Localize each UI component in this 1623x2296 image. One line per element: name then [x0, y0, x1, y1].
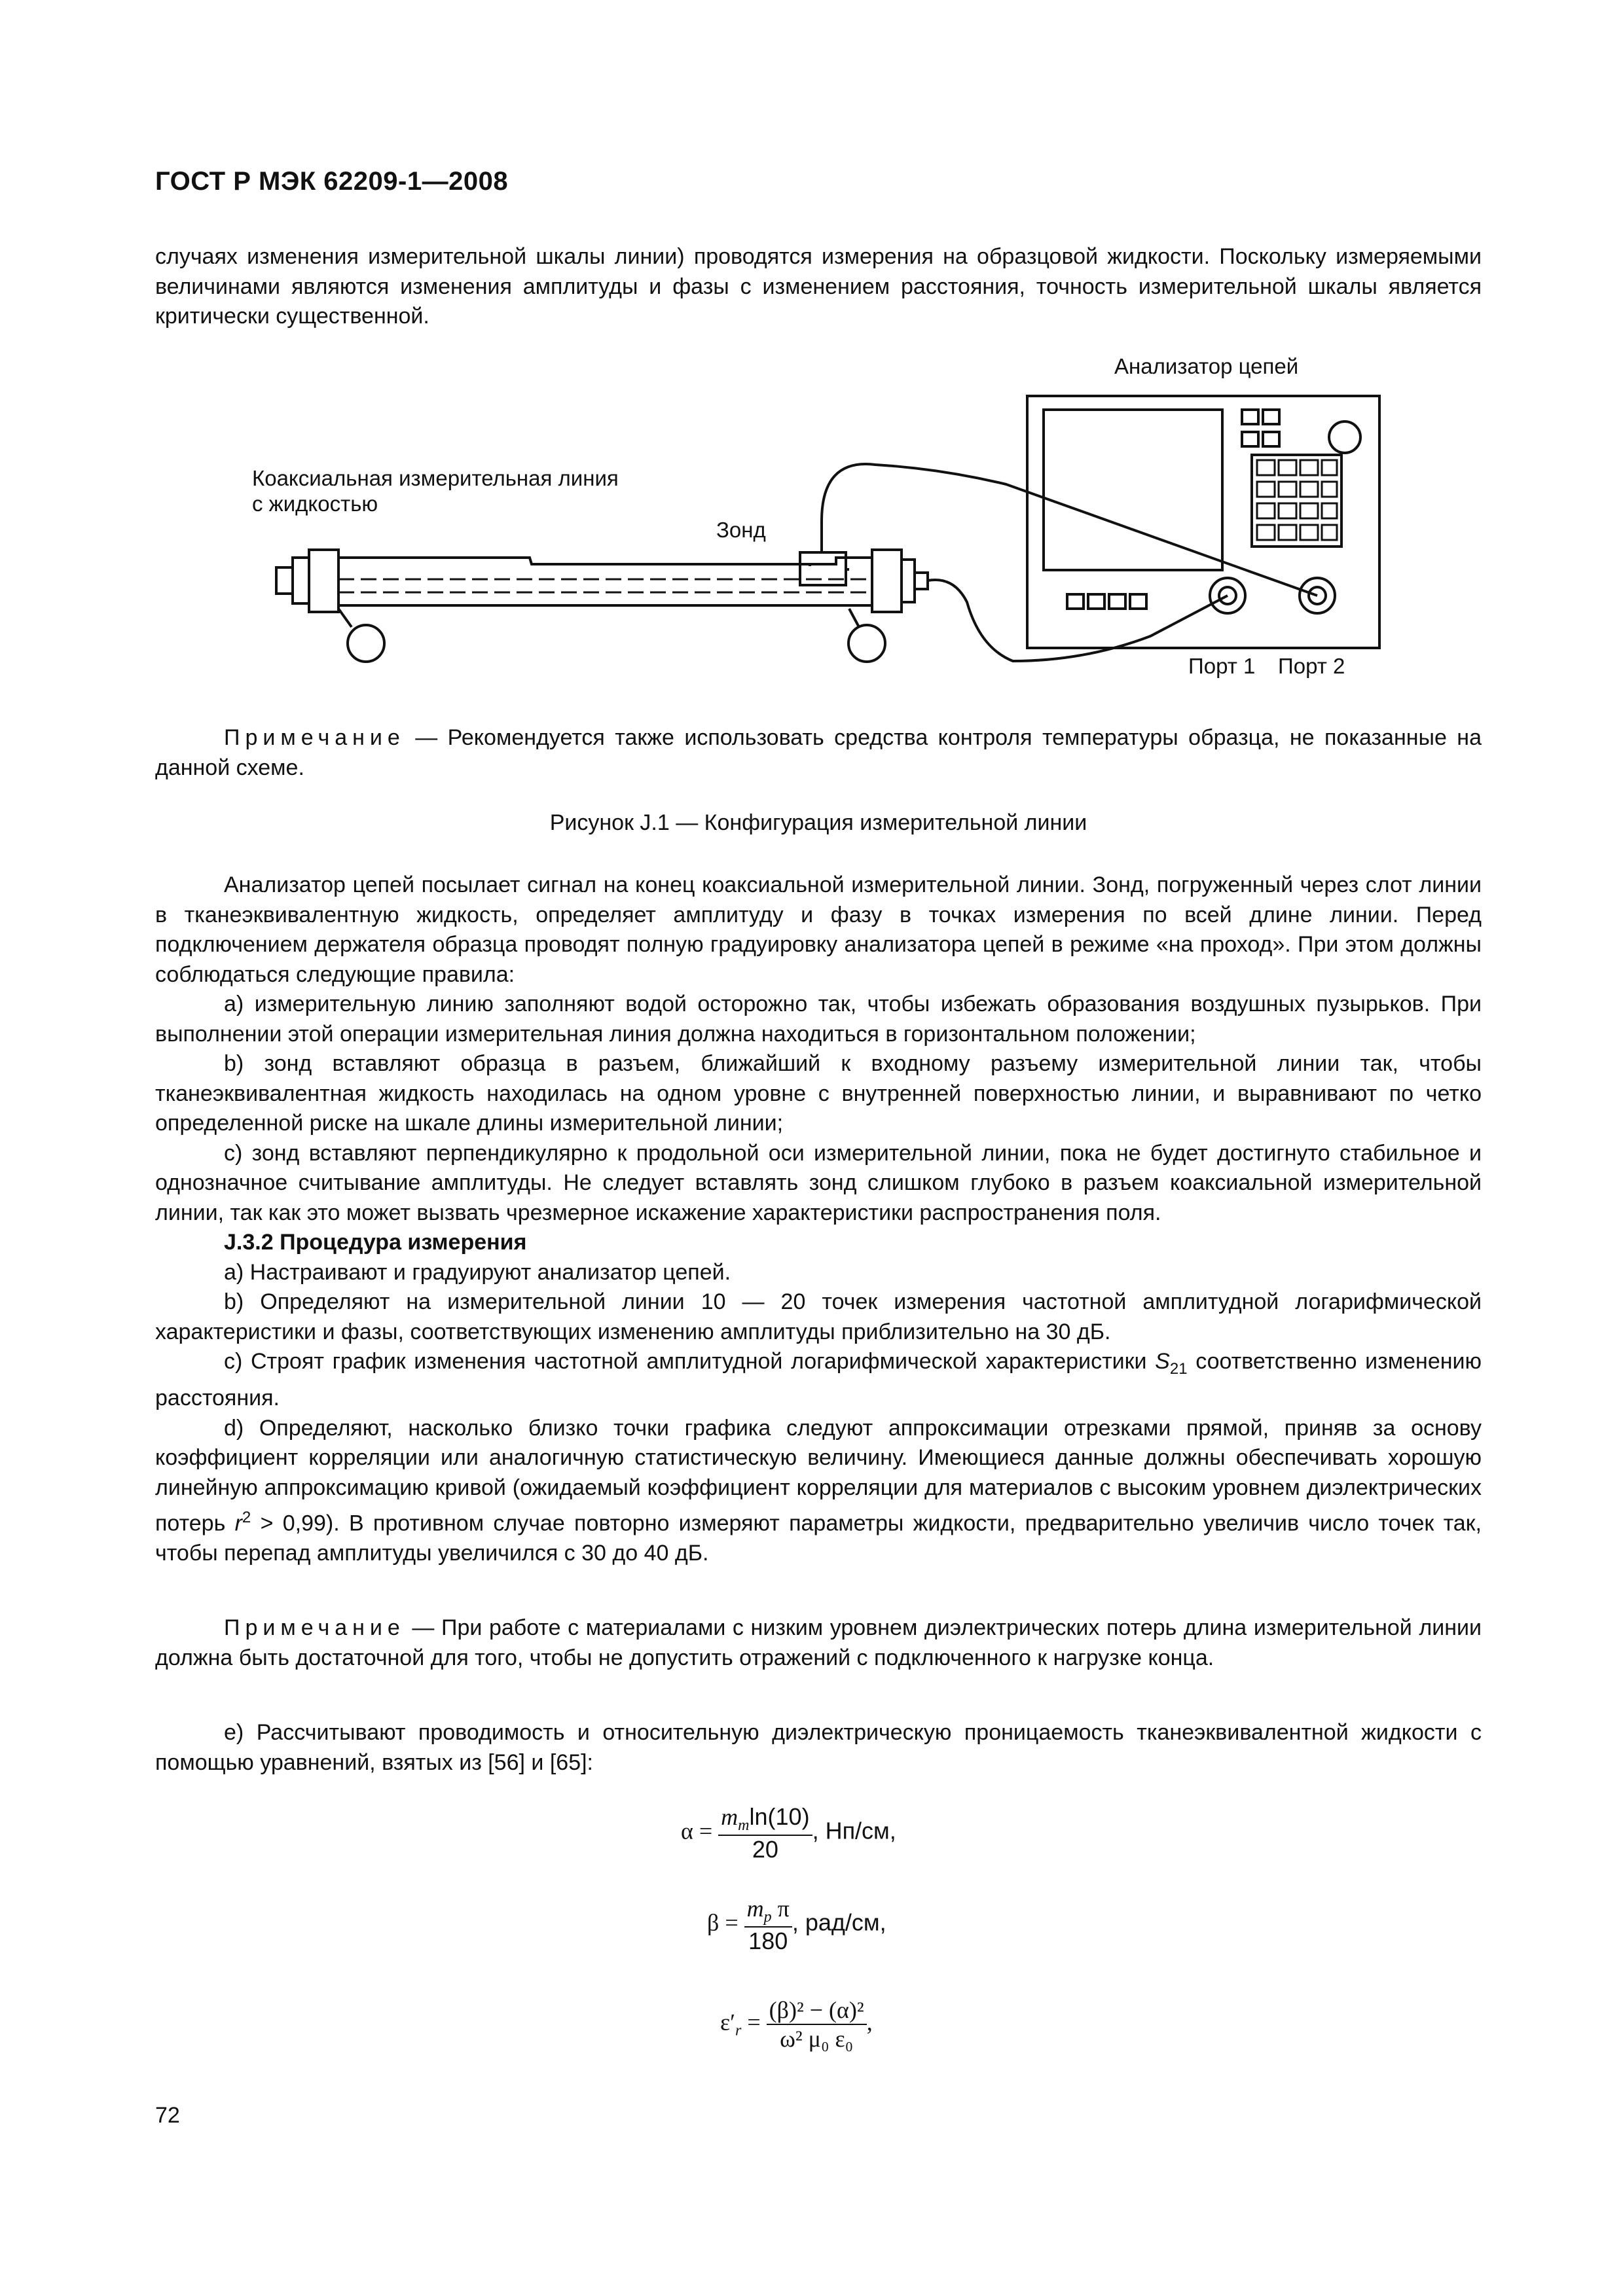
figure-measuring-line-configuration — [155, 353, 1482, 694]
formula-epsilon: $\varepsilon'_r$ = $\frac{\text{(β)² − (α)²}}{\text{ω² μ₀ ε₀}}$ , — [720, 1997, 873, 2052]
port-2-label: Порт 2 — [1278, 654, 1345, 678]
intro-text: случаях изменения измерительной шкалы линии) проводятся измерения на образцовой жидкости. Поскольку измеряемыми величинами являются изменения амплитуды и фазы с изменением расстояния, точность измерительной шкалы является критически существенной. — [155, 244, 1482, 329]
note-prefix: Примечание — [224, 725, 405, 750]
step-d: d) Определяют, насколько близко точки графика следуют аппроксимации отрезками прямой, приняв за основу коэффициент корреляции или аналогичную статистическую величину. Имеющиеся данные должны обеспечивать хорошую линейную аппроксимацию кривой (ожидаемый коэффициент корреляции для материалов с высоким уровнем диэлектрических потерь $r^2 > 0,99$). В противном случае повторно измеряют параметры жидкости, предварительно увеличив число точек так, чтобы перепад амплитуды увеличился с 30 до 40 дБ. — [155, 1415, 1482, 1566]
figure-note — [155, 723, 1482, 783]
analyzer-screen — [1044, 410, 1222, 570]
note-2-prefix: Примечание — [224, 1615, 405, 1640]
intro-paragraph — [155, 242, 1482, 332]
step-c: c) Строят график изменения частотной амплитудной логарифмической характеристики $S_{21}$ соответственно изменению расстояния. — [155, 1349, 1482, 1411]
coax-line-right-flange — [872, 550, 902, 612]
probe-cable — [822, 464, 1317, 596]
probe-label: Зонд — [716, 518, 766, 542]
cart-wheel-left — [348, 625, 384, 662]
coax-line-label-line2: с жидкостью — [252, 492, 378, 516]
note-text: — Рекомендуется также использовать средства контроля температуры образца, не показанные на данной схеме. — [155, 725, 1482, 780]
section-heading: J.3.2 Процедура измерения — [224, 1230, 527, 1255]
step-e: e) Рассчитывают проводимость и относительную диэлектрическую проницаемость тканеэквивалентной жидкости с помощью уравнений, взятых из [56] и [65]: — [155, 1720, 1482, 1775]
coax-line-label-line1: Коаксиальная измерительная линия — [252, 466, 619, 490]
rule-a: a) измерительную линию заполняют водой осторожно так, чтобы избежать образования воздушных пузырьков. При выполнении этой операции измерительная линия должна находиться в горизонтальном положении; — [155, 992, 1482, 1047]
analyzer-label: Анализатор цепей — [1114, 354, 1299, 378]
formula-alpha: α = $\frac{m_m\ln(10)}{20}$ , Нп/см, — [681, 1803, 896, 1863]
note-2 — [155, 1613, 1482, 1673]
measuring-line-diagram — [155, 353, 1482, 694]
page-number: 72 — [155, 2103, 180, 2128]
port-1-label: Порт 1 — [1188, 654, 1256, 678]
figure-caption: Рисунок J.1 — Конфигурация измерительной линии — [549, 810, 1087, 835]
body-paragraph-1: Анализатор цепей посылает сигнал на конец коаксиальной измерительной линии. Зонд, погруженный через слот линии в тканеэквивалентную жидкость, определяет амплитуду и фазу в точках измерения по всей длине линии. Перед подключением держателя образца проводят полную градуировку анализатора цепей в режиме «на проход». При этом должны соблюдаться следующие правила: — [155, 872, 1482, 987]
main-body — [155, 870, 1482, 1569]
coax-line-left-flange — [309, 550, 338, 612]
note-2-text: — При работе с материалами с низким уровнем диэлектрических потерь длина измерительной линии должна быть достаточной для того, чтобы не допустить отражений с подключенного к нагрузке конца. — [155, 1615, 1482, 1670]
formula-beta: β = $\frac{m_p \pi}{180}$ , рад/см, — [707, 1895, 886, 1955]
cart-wheel-right — [848, 625, 885, 662]
analyzer-knob — [1329, 422, 1360, 453]
step-b: b) Определяют на измерительной линии 10 — 20 точек измерения частотной амплитудной логарифмической характеристики и фазы, соответствующих изменению амплитуды приблизительно на 30 дБ. — [155, 1289, 1482, 1344]
step-e-block — [155, 1718, 1482, 1778]
rule-c: c) зонд вставляют перпендикулярно к продольной оси измерительной линии, пока не будет достигнуто стабильное и однозначное считывание амплитуды. Не следует вставлять зонд слишком глубоко в разъем коаксиальной измерительной линии, так как это может вызвать чрезмерное искажение характеристики распространения поля. — [155, 1140, 1482, 1225]
rule-b: b) зонд вставляют образца в разъем, ближайший к входному разъему измерительной линии так, чтобы тканеэквивалентная жидкость находилась на одном уровне с внутренней поверхностью линии, и выравнивают по четко определенной риске на шкале длины измерительной линии; — [155, 1051, 1482, 1136]
step-a: a) Настраивают и градуируют анализатор цепей. — [224, 1259, 731, 1285]
document-header: ГОСТ Р МЭК 62209-1—2008 — [155, 167, 509, 196]
